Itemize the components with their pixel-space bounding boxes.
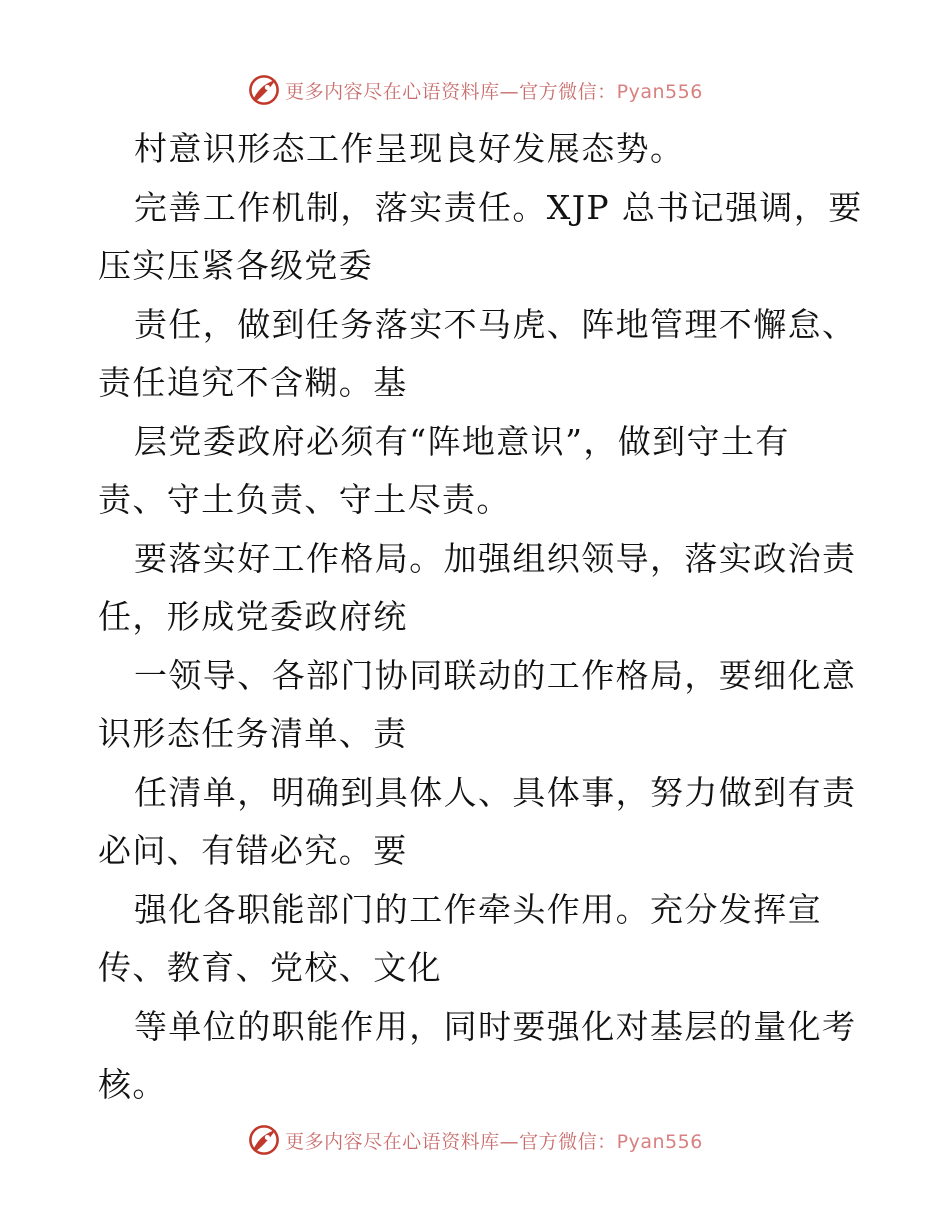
footer-banner — [0, 1120, 950, 1160]
body-line: 责任追究不含糊。基 — [98, 363, 408, 402]
logo-icon — [247, 73, 281, 107]
banner-handle: Pyan556 — [616, 1130, 703, 1153]
logo-icon — [247, 1123, 281, 1157]
body-line: 压实压紧各级党委 — [98, 246, 374, 285]
body-line: 核。 — [98, 1065, 167, 1104]
body-line: 责、守土负责、守土尽责。 — [98, 480, 511, 519]
body-line: 责任，做到任务落实不马虎、阵地管理不懈怠、 — [134, 304, 857, 344]
body-line: 村意识形态工作呈现良好发展态势。 — [134, 129, 685, 168]
body-line: 强化各职能部门的工作牵头作用。充分发挥宣 — [134, 889, 822, 929]
banner-handle: Pyan556 — [616, 80, 703, 103]
body-line: 完善工作机制，落实责任。XJP 总书记强调，要 — [134, 187, 863, 227]
banner-caption: 更多内容尽在心语资料库—官方微信： — [285, 1130, 617, 1153]
banner-text — [285, 1127, 703, 1154]
header-banner — [0, 70, 950, 110]
body-line: 要落实好工作格局。加强组织领导，落实政治责 — [134, 538, 857, 578]
banner-text — [285, 77, 703, 104]
body-line: 任清单，明确到具体人、具体事，努力做到有责 — [134, 772, 857, 812]
document-body — [98, 120, 863, 1115]
body-line: 传、教育、党校、文化 — [98, 948, 442, 987]
banner-caption: 更多内容尽在心语资料库—官方微信： — [285, 80, 617, 103]
body-line: 识形态任务清单、责 — [98, 714, 408, 753]
body-line: 任，形成党委政府统 — [98, 597, 408, 636]
body-line: 层党委政府必须有“阵地意识”，做到守土有 — [134, 421, 790, 461]
body-line: 一领导、各部门协同联动的工作格局，要细化意 — [134, 655, 857, 695]
body-line: 等单位的职能作用，同时要强化对基层的量化考 — [134, 1006, 857, 1046]
body-line: 必问、有错必究。要 — [98, 831, 408, 870]
